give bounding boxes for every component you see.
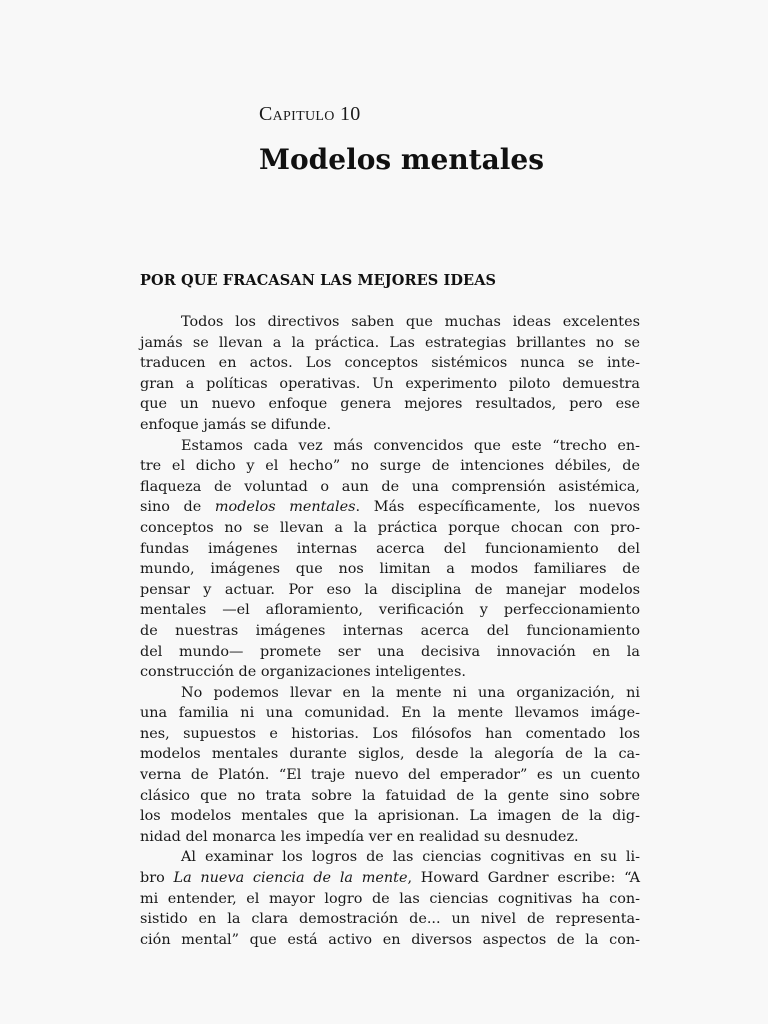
paragraph — [140, 683, 640, 848]
chapter-label-prefix: Capitulo — [259, 103, 335, 125]
text-line: sistido en la clara demostración de... un nivel de representa- — [140, 911, 640, 928]
text-line: nidad del monarca les impedía ver en realidad su desnudez. — [140, 828, 579, 845]
paragraph — [140, 312, 640, 436]
text-line: fundas imágenes internas acerca del funcionamiento del — [140, 540, 640, 557]
chapter-label — [259, 103, 361, 126]
text-run: bro — [140, 870, 174, 887]
text-line: mentales —el afloramiento, verificación y perfeccionamiento — [140, 602, 640, 619]
text-line: de nuestras imágenes internas acerca del funcionamiento — [140, 622, 640, 639]
text-line: nes, supuestos e historias. Los filósofos han comentado los — [140, 725, 640, 742]
text-line: una familia ni una comunidad. En la mente llevamos imáge- — [140, 705, 640, 722]
text-run: . Más específicamente, los nuevos — [355, 499, 641, 516]
text-line: Todos los directivos saben que muchas ideas excelentes — [181, 314, 640, 330]
section-heading: POR QUE FRACASAN LAS MEJORES IDEAS — [140, 272, 497, 289]
text-line: los modelos mentales que la aprisionan. La imagen de la dig- — [140, 808, 640, 825]
text-line — [140, 868, 640, 889]
italic-phrase: modelos mentales — [214, 499, 356, 516]
text-line: ción mental” que está activo en diversos aspectos de la con- — [140, 931, 640, 948]
text-line: enfoque jamás se difunde. — [140, 416, 332, 433]
text-line: del mundo— promete ser una decisiva innovación en la — [140, 643, 640, 660]
text-line: traducen en actos. Los conceptos sistémicos nunca se inte- — [140, 355, 640, 372]
book-title: La nueva ciencia de la mente — [173, 870, 408, 887]
text-line: Al examinar los logros de las ciencias cognitivas en su li- — [181, 849, 640, 866]
text-line: flaqueza de voluntad o aun de una comprensión asistémica, — [140, 478, 640, 495]
text-line: gran a políticas operativas. Un experimento piloto demuestra — [140, 375, 640, 392]
text-line: jamás se llevan a la práctica. Las estrategias brillantes no se — [140, 334, 640, 351]
text-line: No podemos llevar en la mente ni una organización, ni — [181, 684, 640, 701]
text-run: , Howard Gardner escribe: “A — [407, 870, 640, 887]
text-line: modelos mentales durante siglos, desde la alegoría de la ca- — [140, 746, 640, 763]
text-run: sino de — [140, 499, 215, 516]
text-line: construcción de organizaciones inteligentes. — [140, 664, 466, 681]
text-line: mi entender, el mayor logro de las ciencias cognitivas ha con- — [140, 890, 640, 907]
text-line — [140, 497, 640, 518]
text-line: clásico que no trata sobre la fatuidad de la gente sino sobre — [140, 787, 640, 804]
text-line: conceptos no se llevan a la práctica porque chocan con pro- — [140, 519, 640, 536]
text-line: mundo, imágenes que nos limitan a modos familiares de — [140, 561, 640, 578]
text-line: Estamos cada vez más convencidos que este “trecho en- — [181, 437, 640, 454]
text-line: verna de Platón. “El traje nuevo del emperador” es un cuento — [140, 767, 640, 784]
body-text — [140, 312, 640, 950]
chapter-number: 10 — [339, 103, 361, 125]
text-line: tre el dicho y el hecho” no surge de intenciones débiles, de — [140, 458, 640, 475]
text-line: pensar y actuar. Por eso la disciplina de manejar modelos — [140, 581, 640, 598]
paragraph — [140, 847, 640, 950]
text-line: que un nuevo enfoque genera mejores resultados, pero ese — [140, 396, 640, 413]
chapter-title: Modelos mentales — [259, 143, 544, 176]
paragraph — [140, 436, 640, 683]
